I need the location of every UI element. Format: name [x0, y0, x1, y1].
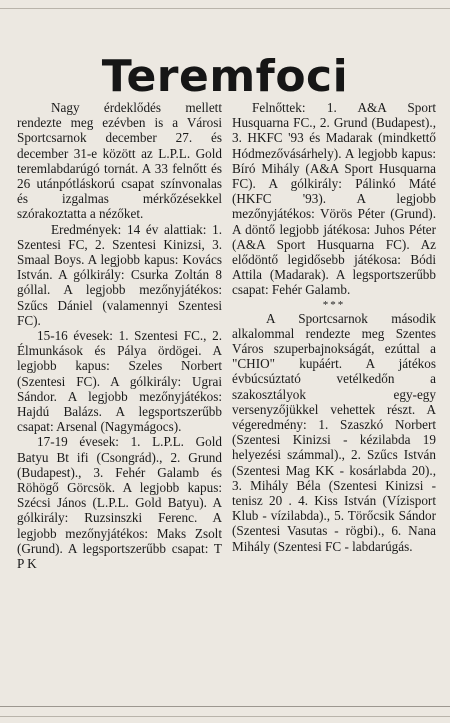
bottom-rule [0, 706, 450, 707]
intro-paragraph: Nagy érdeklődés mellett rendezte meg ezévben is a Városi Sportcsarnok december 27. és december 31-e között az L.P.L. Gold teremlabdarúgó tornát. A 33 felnőtt és 26 utánpótláskorú csapat színvonalas és izgalmas mérkőzésekkel szórakoztatta a nézőket. [17, 100, 222, 222]
results-15-16-paragraph: 15-16 évesek: 1. Szentesi FC., 2. Élmunkások és Pálya ördögei. A legjobb kapus: Szeles Norbert (Szentesi FC). A gólkirály: Ugrai Sándor. A legjobb mezőnyjátékos: Hajdú Balázs. A legsportszerűbb csapat: Arsenal (Nagymágocs). [17, 328, 222, 435]
top-rule [0, 0, 450, 9]
article-column-left [17, 100, 222, 571]
section-separator: *** [322, 298, 346, 311]
bottom-rule-secondary [0, 716, 450, 717]
superchampionship-paragraph: A Sportcsarnok második alkalommal rendezte meg Szentes Város szuperbajnokságát, ezúttal a "CHIO" kupáért. A játékos évbúcsúztató vetélkedőn a szakosztályok egy-egy versenyzőjükkel vehettek részt. A végeredmény: 1. Szaszkó Norbert (Szentesi Kinizsi - kézilabda 19 helyezési számmal)., 2. Szűcs István (Szentesi Mag KK - kosárlabda 20)., 3. Mihály Béla (Szentesi Kinizsi - tenisz 20 . 4. Kiss István (Vízisport Klub - vízilabda)., 5. Törőcsik Sándor (Szentesi Vasutas - rögbi)., 6. Nana Mihály (Szentesi FC - labdarúgás. [232, 310, 436, 554]
article-column-right [232, 100, 436, 554]
results-17-19-paragraph: 17-19 évesek: 1. L.P.L. Gold Batyu Bt ifi (Csongrád)., 2. Grund (Budapest)., 3. Fehér Galamb és Röhögő Görcsök. A legjobb kapus: Szécsi János (L.P.L. Gold Batyu). A gólkirály: Ruzsinszki Ferenc. A legjobb mezőnyjátékos: Maks Zsolt (Grund). A legsportszerűbb csapat: T P K [17, 434, 222, 572]
article-headline: Teremfoci [101, 51, 349, 103]
results-adults-paragraph: Felnőttek: 1. A&A Sport Husquarna FC., 2. Grund (Budapest)., 3. HKFC '93 és Madarak (mindkettő Hódmezővásárhely). A legjobb kapus: Bíró Mihály (A&A Sport Husquarna FC). A gólkirály: Pálinkó Máté (HKFC '93). A legjobb mezőnyjátékos: Vörös Péter (Grund). A döntő legjobb játékosa: Juhos Péter (A&A Sport Husquarna FC). Az elődöntő legidősebb játékosa: Bódi Attila (Madarak). A legsportszerűbb csapat: Fehér Galamb. [232, 100, 436, 298]
results-under-14-paragraph: Eredmények: 14 év alattiak: 1. Szentesi FC, 2. Szentesi Kinizsi, 3. Smaal Boys. A legjobb kapus: Kovács István. A gólkirály: Csurka Zoltán 8 góllal. A legjobb mezőnyjátékos: Szűcs Dániel (valamennyi Szentesi FC). [17, 221, 222, 328]
